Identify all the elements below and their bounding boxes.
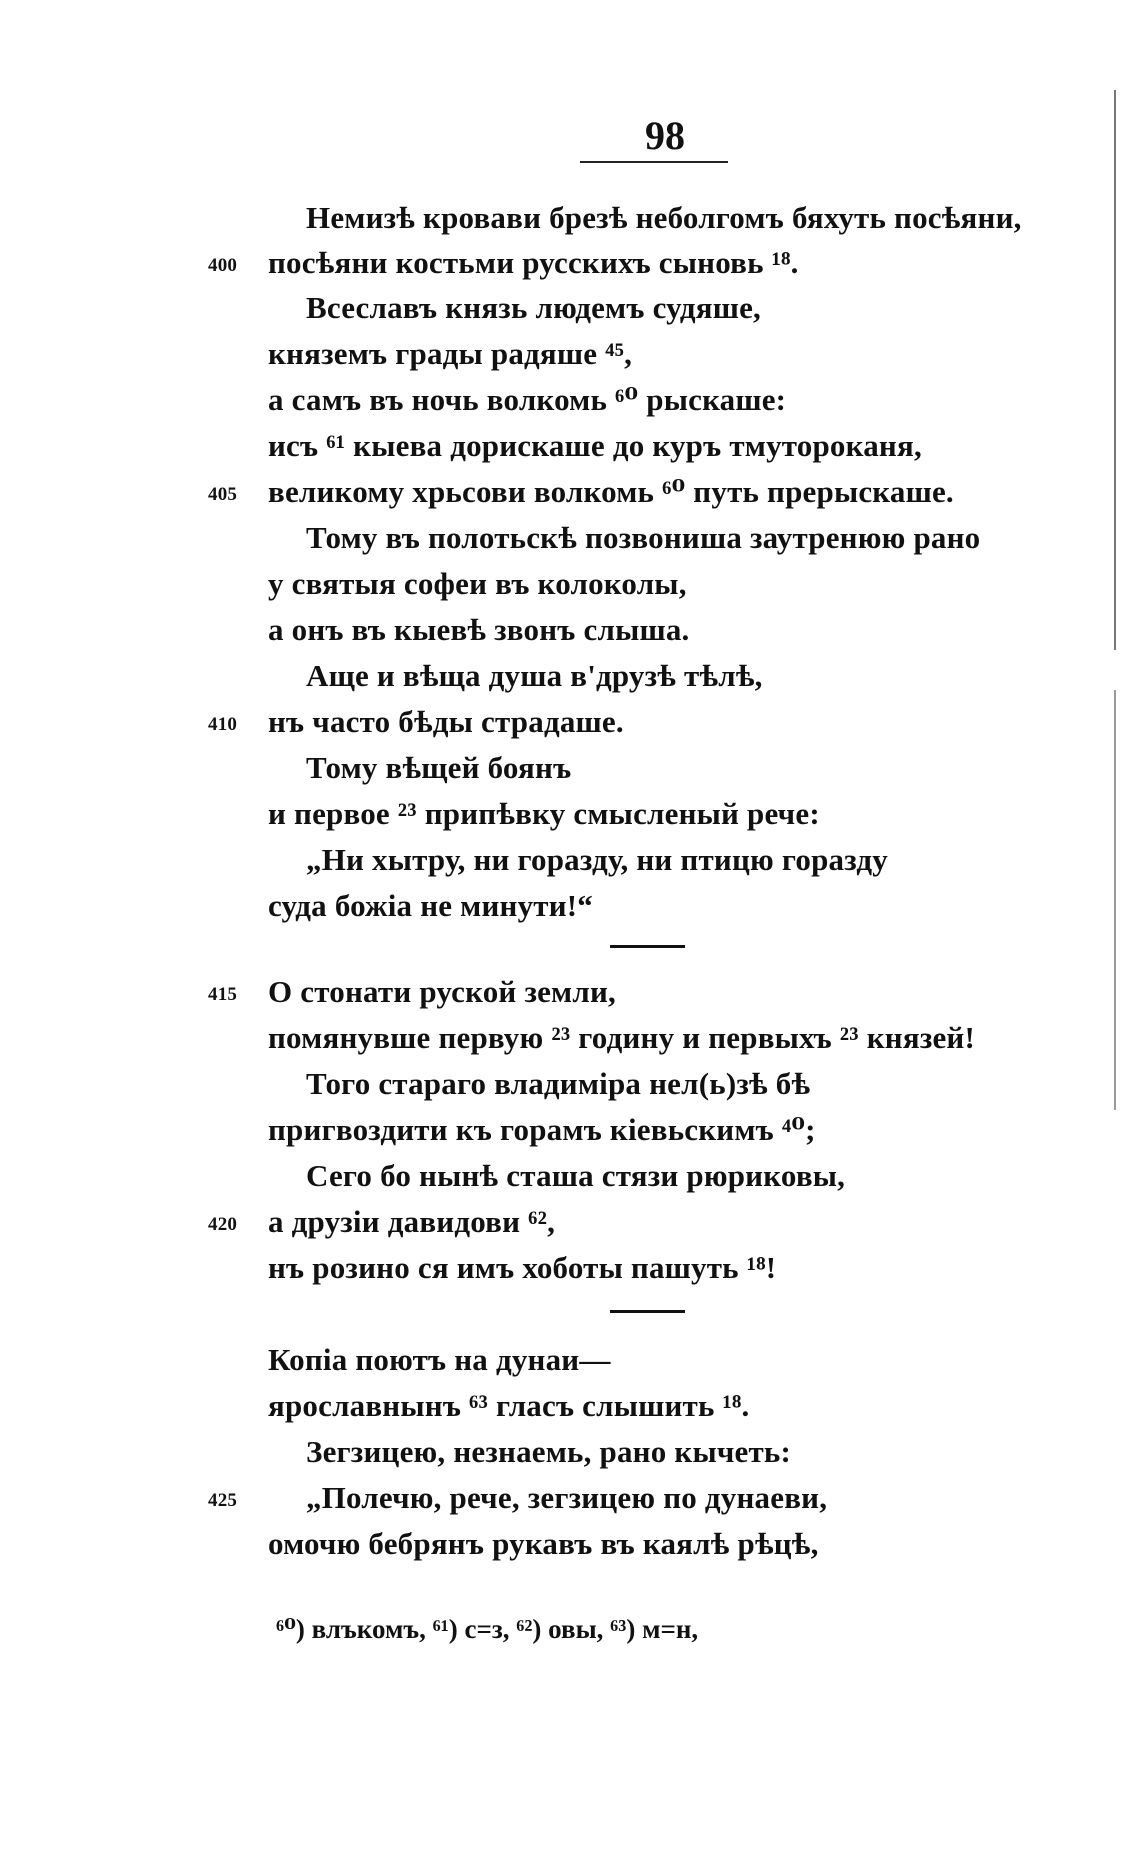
- line-text: а онъ въ кыевѣ звонъ слыша.: [268, 612, 690, 647]
- line-text: исъ ⁶¹ кыева дорискаше до куръ тмутороканя,: [268, 428, 922, 463]
- poem-line: [0, 888, 1140, 934]
- poem-line: [0, 1342, 1140, 1388]
- poem-line: [0, 382, 1140, 428]
- poem-line: [0, 1158, 1140, 1204]
- line-text: Аще и вѣща душа в'друзѣ тѣлѣ,: [306, 658, 763, 693]
- line-number: 425: [208, 1490, 238, 1511]
- line-text: ярославнынъ ⁶³ гласъ слышить ¹⁸.: [268, 1388, 750, 1423]
- poem-line: [0, 566, 1140, 612]
- line-text: великому хрьсови волкомь ⁶⁰ путь прерыскаше.: [268, 474, 954, 509]
- line-text: пригвоздити къ горамъ кіевьскимъ ⁴⁰;: [268, 1112, 816, 1147]
- section-divider: [610, 945, 685, 948]
- line-text: „Ни хытру, ни горазду, ни птицю горазду: [306, 842, 888, 877]
- line-text: О стонати руской земли,: [268, 974, 616, 1009]
- line-text: Копіа поютъ на дунаи—: [268, 1342, 611, 1377]
- line-number: 415: [208, 984, 238, 1005]
- poem-line: [0, 796, 1140, 842]
- page-number-underline: [580, 161, 728, 163]
- line-text: Немизѣ кровави брезѣ неболгомъ бяхуть посѣяни,: [306, 200, 1022, 235]
- line-text: нъ розино ся имъ хоботы пашуть ¹⁸!: [268, 1250, 777, 1285]
- line-text: „Полечю, рече, зегзицею по дунаеви,: [306, 1480, 828, 1515]
- poem-line: [0, 1204, 1140, 1250]
- poem-line: [0, 1388, 1140, 1434]
- page-number: 98: [645, 113, 685, 158]
- section-divider: [610, 1310, 685, 1313]
- line-text: Всеславъ князь людемъ судяше,: [306, 290, 762, 325]
- line-text: и первое ²³ припѣвку смысленый рече:: [268, 796, 820, 831]
- poem-line: [0, 1434, 1140, 1480]
- footnotes: ⁶⁰) влъкомъ, ⁶¹) с=з, ⁶²) овы, ⁶³) м=н,: [276, 1614, 699, 1644]
- line-text: Тому въ полотьскѣ позвониша заутренюю рано: [306, 520, 981, 555]
- line-text: нъ часто бѣды страдаше.: [268, 704, 624, 739]
- poem-line: [0, 612, 1140, 658]
- line-number: 410: [208, 714, 238, 735]
- line-text: а самъ въ ночь волкомь ⁶⁰ рыскаше:: [268, 382, 787, 417]
- poem-line: [0, 200, 1140, 246]
- poem-line: [0, 474, 1140, 520]
- line-text: а друзіи давидови ⁶²,: [268, 1204, 556, 1239]
- poem-line: [0, 1020, 1140, 1066]
- line-text: у святыя софеи въ колоколы,: [268, 566, 687, 601]
- poem-line: [0, 1480, 1140, 1526]
- line-number: 405: [208, 484, 238, 505]
- poem-line: [0, 290, 1140, 336]
- poem-line: [0, 428, 1140, 474]
- poem-line: [0, 1526, 1140, 1572]
- line-text: посѣяни костьми русскихъ сыновь ¹⁸.: [268, 245, 799, 280]
- line-text: княземъ грады радяше ⁴⁵,: [268, 336, 633, 371]
- poem-line: [0, 1066, 1140, 1112]
- poem-line: [0, 658, 1140, 704]
- poem-line: [0, 245, 1140, 291]
- poem-line: [0, 704, 1140, 750]
- poem-line: [0, 336, 1140, 382]
- poem-line: [0, 1112, 1140, 1158]
- line-text: Сего бо нынѣ сташа стязи рюриковы,: [306, 1158, 846, 1193]
- line-text: Тому вѣщей боянъ: [306, 750, 572, 785]
- line-text: Того стараго владиміра нел(ь)зѣ бѣ: [306, 1066, 811, 1101]
- poem-line: [0, 520, 1140, 566]
- line-text: суда божіа не минути!“: [268, 888, 594, 923]
- line-number: 400: [208, 255, 238, 276]
- line-text: Зегзицею, незнаемь, рано кычеть:: [306, 1434, 792, 1469]
- line-number: 420: [208, 1214, 238, 1235]
- poem-line: [0, 974, 1140, 1020]
- poem-line: [0, 750, 1140, 796]
- poem-line: [0, 842, 1140, 888]
- poem-line: [0, 1250, 1140, 1296]
- line-text: помянувше первую ²³ годину и первыхъ ²³ князей!: [268, 1020, 976, 1055]
- line-text: омочю бебрянъ рукавъ въ каялѣ рѣцѣ,: [268, 1526, 819, 1561]
